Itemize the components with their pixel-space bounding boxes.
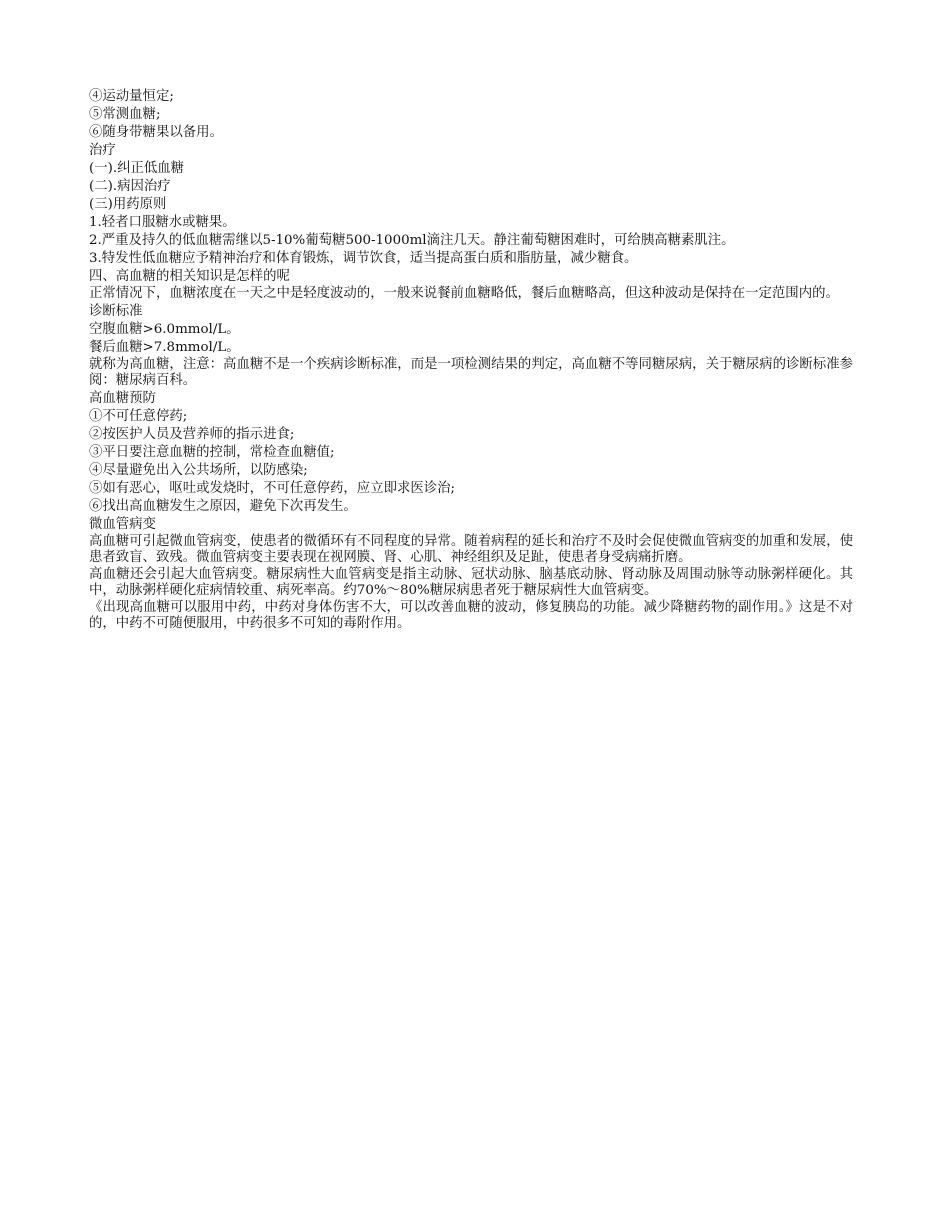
- section-heading-diagnosis: 诊断标准: [89, 303, 143, 319]
- paragraph-diagnosis-note: 就称为高血糖，注意：高血糖不是一个疾病诊断标准，而是一项检测结果的判定，高血糖不等同糖尿病，关于糖尿病的诊断标准参阅：糖尿病百科。: [89, 356, 853, 388]
- prevention-item-5: ⑤常测血糖;: [89, 107, 161, 122]
- diagnosis-fasting: 空腹血糖>6.0mmol/L。: [89, 321, 240, 337]
- section-heading-prevention: 高血糖预防: [89, 390, 156, 406]
- section-heading-microvascular: 微血管病变: [89, 516, 156, 532]
- hyper-prevention-item-5: ⑤如有恶心，呕吐或发烧时，不可任意停药，应立即求医诊治;: [89, 480, 456, 496]
- hyper-prevention-item-1: ①不可任意停药;: [89, 408, 188, 424]
- paragraph-microvascular: 高血糖可引起微血管病变，使患者的微循环有不同程度的异常。随着病程的延长和治疗不及时会促使微血管病变的加重和发展，使患者致盲、致残。微血管病变主要表现在视网膜、肾、心肌、神经组织及足趾，使患者身受病痛折磨。: [89, 533, 853, 565]
- hyper-prevention-item-2: ②按医护人员及营养师的指示进食;: [89, 426, 295, 442]
- medication-principle-1: 1.轻者口服糖水或糖果。: [89, 215, 236, 230]
- paragraph-normal-fluctuation: 正常情况下，血糖浓度在一天之中是轻度波动的，一般来说餐前血糖略低，餐后血糖略高，但这种波动是保持在一定范围内的。: [89, 286, 839, 301]
- treatment-item-3: (三)用药原则: [89, 197, 167, 212]
- hyper-prevention-item-4: ④尽量避免出入公共场所，以防感染;: [89, 462, 308, 478]
- treatment-item-2: (二).病因治疗: [89, 179, 171, 194]
- section-heading-hyperglycemia: 四、高血糖的相关知识是怎样的呢: [89, 269, 290, 284]
- document-body: [89, 88, 853, 633]
- medication-principle-2: 2.严重及持久的低血糖需继以5-10%葡萄糖500-1000ml滴注几天。静注葡萄糖困难时，可给胰高糖素肌注。: [89, 233, 735, 248]
- medication-principle-3: 3.特发性低血糖应予精神治疗和体育锻炼，调节饮食，适当提高蛋白质和脂肪量，减少糖食。: [89, 251, 638, 266]
- section-heading-treatment: 治疗: [89, 143, 116, 158]
- hyper-prevention-item-3: ③平日要注意血糖的控制，常检查血糖值;: [89, 444, 335, 460]
- paragraph-macrovascular: 高血糖还会引起大血管病变。糖尿病性大血管病变是指主动脉、冠状动脉、脑基底动脉、肾动脉及周围动脉等动脉粥样硬化。其中，动脉粥样硬化症病情较重、病死率高。约70%～80%糖尿病患者死于糖尿病性大血管病变。: [89, 566, 853, 598]
- hyper-prevention-item-6: ⑥找出高血糖发生之原因，避免下次再发生。: [89, 498, 357, 514]
- diagnosis-postprandial: 餐后血糖>7.8mmol/L。: [89, 339, 240, 355]
- treatment-item-1: (一).纠正低血糖: [89, 161, 185, 176]
- paragraph-chinese-medicine: 《出现高血糖可以服用中药，中药对身体伤害不大，可以改善血糖的波动，修复胰岛的功能。减少降糖药物的副作用。》这是不对的，中药不可随便服用，中药很多不可知的毒附作用。: [89, 599, 853, 631]
- prevention-item-6: ⑥随身带糖果以备用。: [89, 125, 223, 140]
- prevention-item-4: ④运动量恒定;: [89, 89, 174, 104]
